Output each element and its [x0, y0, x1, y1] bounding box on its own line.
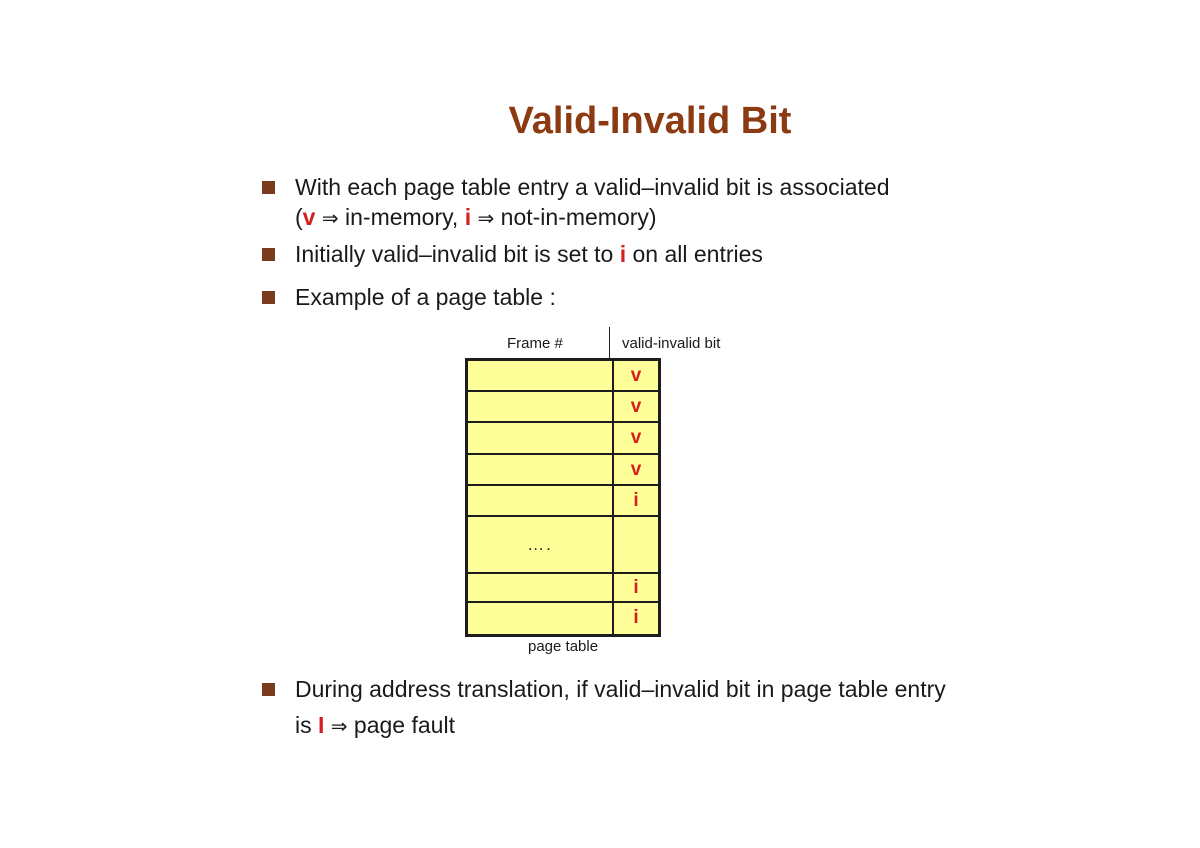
invalid-marker: i: [464, 204, 472, 230]
valid-invalid-bit-cell: i: [633, 607, 639, 628]
is-label: is: [295, 712, 318, 738]
implies-arrow-icon: ⇒: [321, 206, 339, 230]
ellipsis: ….: [527, 534, 553, 554]
header-divider: [609, 327, 610, 358]
bullet-text: [295, 674, 946, 741]
valid-invalid-bit-cell: v: [630, 427, 642, 448]
bullet-text: Example of a page table :: [295, 284, 556, 310]
row-divider: [468, 572, 658, 574]
bullet-text-before: Initially valid–invalid bit is set to: [295, 241, 620, 267]
valid-invalid-bit-cell: v: [630, 458, 642, 480]
frame-number-header: Frame #: [507, 335, 563, 352]
row-divider: [468, 390, 658, 392]
slide-title: Valid-Invalid Bit: [508, 100, 792, 142]
bullet-line: With each page table entry a valid–invalid bit is associated: [295, 174, 890, 200]
row-divider: [468, 484, 658, 486]
not-in-memory-label: not-in-memory): [494, 204, 657, 230]
row-divider: [468, 601, 658, 603]
valid-invalid-bit-cell: i: [633, 576, 639, 598]
implies-arrow-icon: ⇒: [330, 714, 348, 738]
invalid-marker: I: [318, 712, 325, 738]
row-divider: [468, 515, 658, 517]
page-fault-label: page fault: [347, 712, 455, 738]
in-memory-label: in-memory,: [338, 204, 465, 230]
bullet-text-after: on all entries: [626, 241, 763, 267]
implies-arrow-icon: ⇒: [477, 206, 495, 230]
bullet-line-2: [295, 710, 455, 741]
invalid-marker: i: [619, 241, 627, 267]
valid-invalid-bit-cell: v: [630, 365, 642, 386]
valid-invalid-bit-cell: v: [630, 395, 642, 417]
paren: (: [295, 204, 303, 230]
valid-invalid-bit-header: valid-invalid bit: [622, 335, 721, 352]
row-divider: [468, 453, 658, 455]
row-divider: [468, 421, 658, 423]
valid-invalid-bit-cell: i: [633, 489, 639, 511]
page-table-caption: page table: [528, 638, 599, 655]
bullet-line: During address translation, if valid–invalid bit in page table entry: [295, 676, 946, 702]
bullet-marker-icon: [262, 683, 275, 696]
page-table: [465, 358, 661, 637]
valid-marker: v: [302, 204, 316, 230]
